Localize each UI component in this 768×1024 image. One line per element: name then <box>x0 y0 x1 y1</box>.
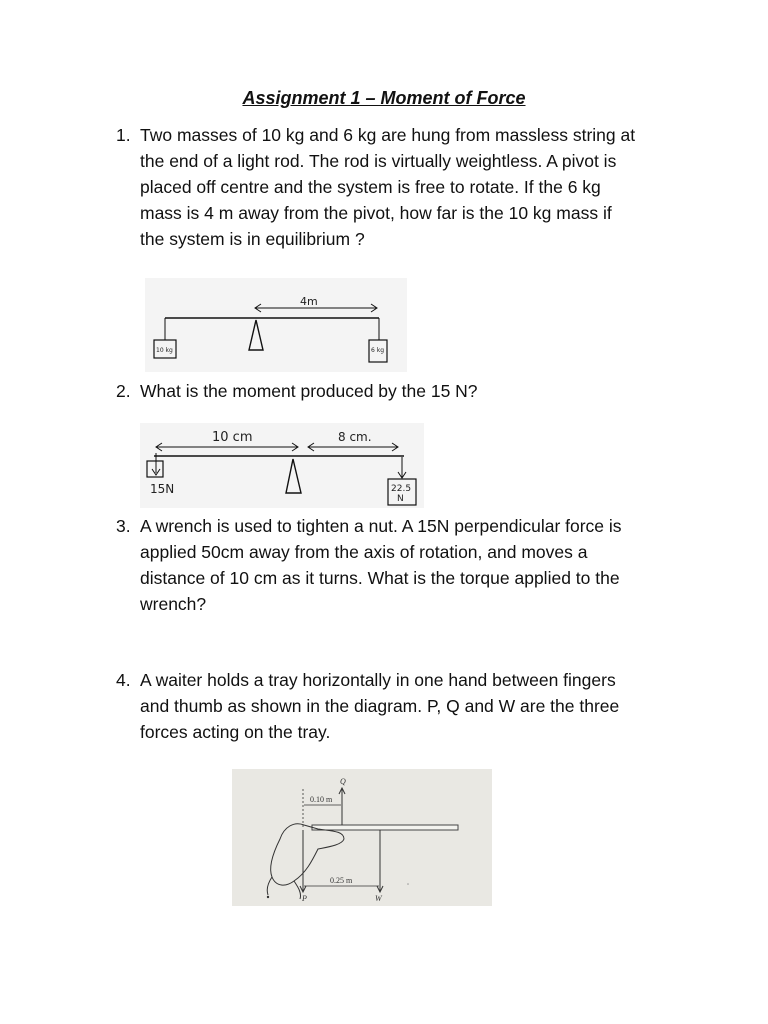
p-label: P <box>302 894 307 903</box>
dimension-label-2: 0.25 m <box>330 876 353 885</box>
distance-label: 4m <box>300 295 318 308</box>
pivot-triangle <box>286 459 301 493</box>
question-text <box>140 513 700 617</box>
right-force-label: 22.5 <box>391 484 412 494</box>
text-line: What is the moment produced by the 15 N? <box>140 381 478 401</box>
question-number: 2. <box>116 381 131 401</box>
question-3 <box>0 513 768 617</box>
lever-diagram-2 <box>140 423 424 508</box>
question-number: 1. <box>116 125 131 145</box>
right-force-unit: N <box>397 494 404 504</box>
question-number: 3. <box>116 516 131 536</box>
text-line: the end of a light rod. The rod is virtually weightless. A pivot is <box>140 151 617 171</box>
text-line: mass is 4 m away from the pivot, how far is the 10 kg mass if <box>140 203 612 223</box>
question-text <box>140 667 700 745</box>
tray-diagram-photo <box>232 769 492 906</box>
left-force-label: 15N <box>150 482 175 496</box>
left-mass-label: 10 kg <box>156 347 173 354</box>
text-line: the system is in equilibrium ? <box>140 229 365 249</box>
pivot-triangle <box>249 320 263 350</box>
text-line: distance of 10 cm as it turns. What is the torque applied to the <box>140 568 620 588</box>
tray <box>312 825 458 830</box>
left-weight-box <box>147 461 163 477</box>
text-line: applied 50cm away from the axis of rotation, and moves a <box>140 542 588 562</box>
dimension-label-1: 0.10 m <box>310 795 333 804</box>
page-title: Assignment 1 – Moment of Force <box>242 88 526 108</box>
text-line: wrench? <box>140 594 207 614</box>
question-text <box>140 122 700 252</box>
left-distance-label: 10 cm <box>212 430 253 445</box>
text-line: placed off centre and the system is free to rotate. If the 6 kg <box>140 177 601 197</box>
question-text <box>140 378 700 404</box>
w-label: W <box>375 894 382 903</box>
question-4 <box>0 667 768 745</box>
text-line: A wrench is used to tighten a nut. A 15N perpendicular force is <box>140 516 622 536</box>
text-line: A waiter holds a tray horizontally in one hand between fingers <box>140 670 616 690</box>
right-mass-label: 6 kg <box>371 347 385 354</box>
question-1 <box>0 122 768 252</box>
lever-diagram-1 <box>145 278 407 372</box>
question-2 <box>0 378 768 404</box>
text-line: and thumb as shown in the diagram. P, Q and W are the three <box>140 696 620 716</box>
q-label: Q <box>340 777 346 786</box>
text-line: forces acting on the tray. <box>140 722 331 742</box>
question-number: 4. <box>116 670 131 690</box>
right-distance-label: 8 cm. <box>338 430 372 444</box>
text-line: Two masses of 10 kg and 6 kg are hung from massless string at <box>140 125 636 145</box>
